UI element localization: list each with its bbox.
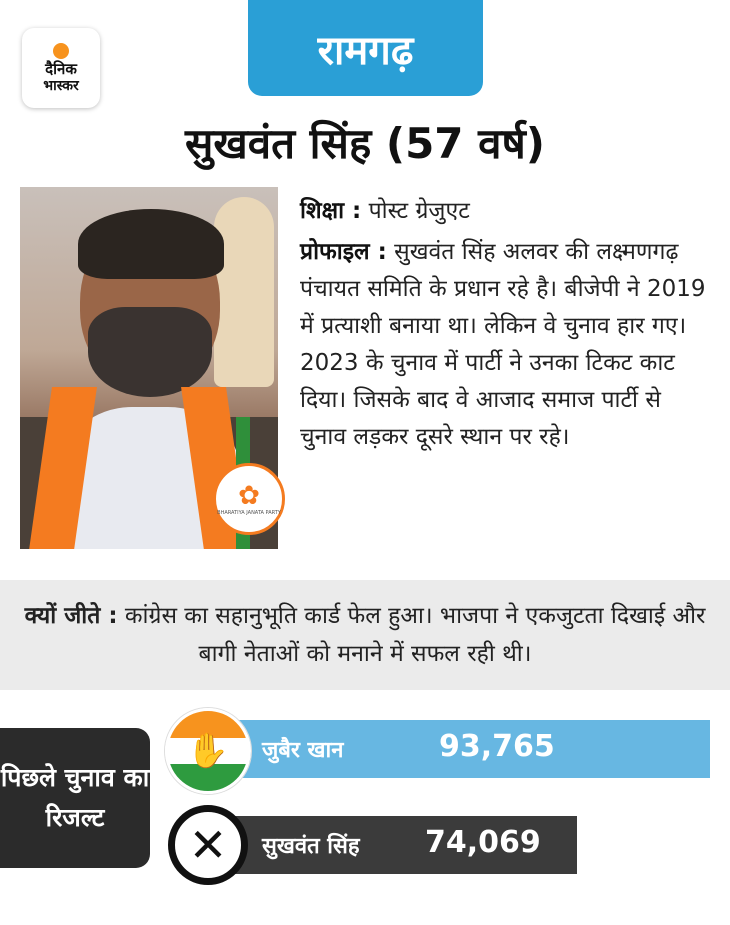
education-label: शिक्षा : [300,198,362,224]
previous-result-label: पिछले चुनाव का रिजल्ट [0,728,150,868]
logo-line2: भास्कर [43,77,79,94]
why-won-text: कांग्रेस का सहानुभूति कार्ड फेल हुआ। भाजपा ने एकजुटता दिखाई और बागी नेताओं को मनाने में सफल रही थी। [124,603,706,667]
education-value: पोस्ट ग्रेजुएट [368,198,470,224]
congress-hand-icon: ✋ [165,708,251,794]
profile-text: सुखवंत सिंह अलवर की लक्ष्मणगढ़ पंचायत समिति के प्रधान रहे है। बीजेपी ने 2019 में प्रत्याशी बनाया था। लेकिन वे चुनाव हार गए। 2023 के चुनाव में पार्टी ने उनका टिकट काट दिया। जिसके बाद वे आजाद समाज पार्टी से चुनाव लड़कर दूसरे स्थान पर रहे। [300,239,706,450]
candidate-info [300,193,710,456]
why-won-section [0,580,730,690]
bjp-badge-text: BHARATIYA JANATA PARTY [217,510,281,516]
result-bar-winner [207,720,710,778]
profile-paragraph [300,234,710,456]
result-bar-runnerup [207,816,577,874]
ballot-cross-icon: ✕ [168,805,248,885]
education-line [300,193,710,230]
lotus-icon: ✿ [238,481,260,511]
logo-line1: दैनिक [45,59,77,78]
constituency-title: रामगढ़ [248,0,483,96]
result-name: जुबैर खान [262,738,344,763]
candidate-name: सुखवंत सिंह (57 वर्ष) [185,119,545,168]
result-votes: 93,765 [439,729,555,764]
result-votes: 74,069 [425,825,541,860]
why-won-label: क्यों जीते : [24,603,118,629]
sun-icon [53,43,69,59]
dainik-bhaskar-logo [22,28,100,108]
bjp-lotus-badge [213,463,285,535]
profile-label: प्रोफाइल : [300,239,387,265]
result-name: सुखवंत सिंह [262,834,360,859]
